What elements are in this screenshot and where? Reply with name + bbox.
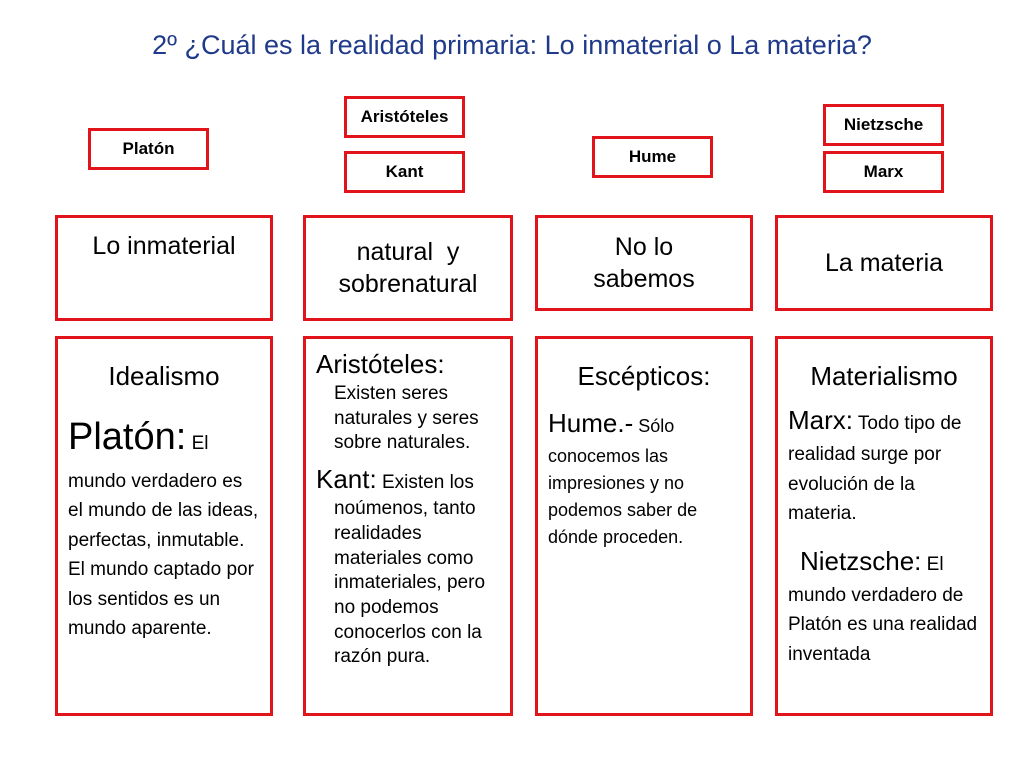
author-hume: Hume.- xyxy=(548,408,634,439)
column-escepticos xyxy=(535,336,753,716)
author-marx: Marx: xyxy=(788,405,853,436)
heading-materialismo: Materialismo xyxy=(810,361,958,391)
tag-marx: Marx xyxy=(823,151,944,193)
tag-hume: Hume xyxy=(592,136,713,178)
platon-text: mundo verdadero es el mundo de las ideas, perfectas, inmutable. El mundo captado por los sentidos es un mundo aparente. xyxy=(68,470,259,640)
answer-nolo-line2: sabemos xyxy=(593,265,695,293)
answer-natural-line2: sobrenatural xyxy=(338,270,478,298)
heading-escepticos: Escépticos: xyxy=(577,361,711,391)
answer-box-natural-sobrenatural xyxy=(303,215,513,321)
kant-text: noúmenos, tanto realidades materiales como inmateriales, pero no podemos conocerlos con la razón pura. xyxy=(334,498,486,668)
column-idealismo xyxy=(55,336,273,716)
column-materialismo xyxy=(775,336,993,716)
kant-text-lead: Existen los xyxy=(376,472,474,494)
answer-box-inmaterial xyxy=(55,215,273,321)
author-aristoteles: Aristóteles: xyxy=(316,349,445,379)
answer-natural-line1: natural y xyxy=(356,237,460,266)
column-aristoteles-kant xyxy=(303,336,513,716)
answer-box-la-materia xyxy=(775,215,993,311)
answer-inmaterial-text: Lo inmaterial xyxy=(92,232,236,260)
tag-kant: Kant xyxy=(344,151,465,193)
author-kant: Kant: xyxy=(316,464,377,495)
author-nietzsche: Nietzsche: xyxy=(800,545,922,576)
marx-text: de realidad surge por evolución de la materia. xyxy=(788,413,962,525)
heading-idealismo: Idealismo xyxy=(108,361,220,391)
answer-box-no-lo-sabemos xyxy=(535,215,753,311)
nietzsche-text: mundo verdadero de Platón es una realidad inventada xyxy=(788,585,978,665)
tag-platon: Platón xyxy=(88,128,209,170)
platon-text-lead: El xyxy=(186,433,209,455)
slide-title: 2º ¿Cuál es la realidad primaria: Lo inmaterial o La materia? xyxy=(152,30,872,60)
tag-aristoteles: Aristóteles xyxy=(344,96,465,138)
answer-nolo-line1: No lo xyxy=(614,232,674,261)
author-platon: Platón: xyxy=(68,416,187,459)
answer-materia-text: La materia xyxy=(824,248,944,277)
hume-text: conocemos las impresiones y no podemos saber de dónde proceden. xyxy=(548,446,698,548)
nietzsche-text-lead: El xyxy=(921,553,944,575)
aristoteles-text: Existen seres naturales y seres sobre naturales. xyxy=(334,383,479,454)
marx-text-lead: Todo tipo xyxy=(853,413,936,435)
hume-text-lead: Sólo xyxy=(633,416,675,437)
tag-nietzsche: Nietzsche xyxy=(823,104,944,146)
